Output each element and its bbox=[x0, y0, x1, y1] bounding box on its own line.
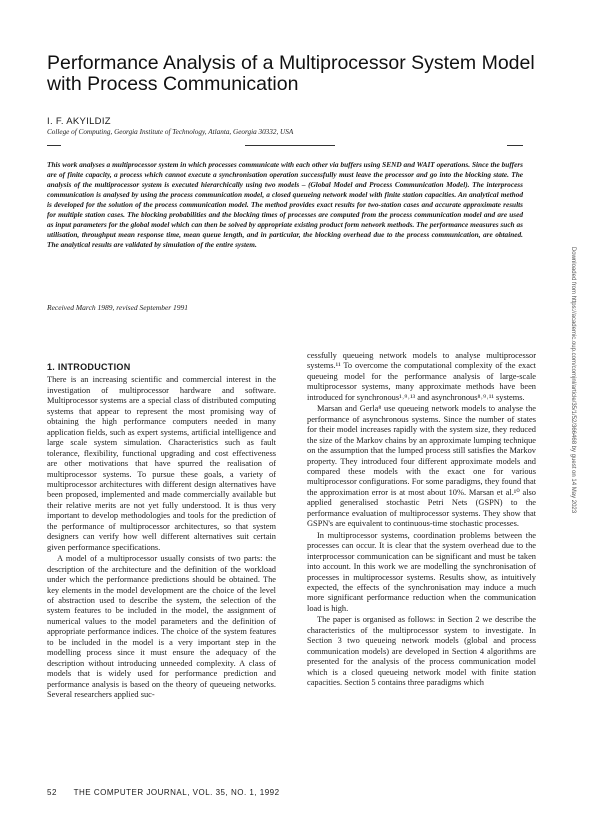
paragraph: A model of a multiprocessor usually consists of two parts: the description of the architecture and the definition of the workload under which the performance predictions should be obtained. The key elements in the model development are the choice of the level of abstraction used to describe the system, the selection of the system features to be included in the model, the assignment of numerical values to the model parameters and the definition of appropriate performance indices. The choice of the system features to be included in the model is a very important step in the modelling process since it must ensure the adequacy of the description without introducing unneeded complexity. A class of models that is widely used for performance prediction and performance analysis is based on the theory of queueing networks. Several researchers applied suc- bbox=[47, 554, 276, 700]
journal-citation: THE COMPUTER JOURNAL, VOL. 35, NO. 1, 1992 bbox=[73, 788, 280, 797]
page-number: 52 bbox=[47, 788, 57, 797]
author-name: I. F. AKYILDIZ bbox=[47, 116, 111, 127]
left-column bbox=[47, 362, 276, 702]
paragraph: cessfully queueing network models to analyse multiprocessor systems.¹¹ To overcome the computational complexity of the exact queueing model for the performance analysis of large-scale multiprocessor systems, many approximate methods have been introduced for synchronous¹˒⁹˒¹³ and asynchronous⁸˒⁹˒¹¹ systems. bbox=[307, 351, 536, 402]
page-footer bbox=[47, 788, 547, 797]
paragraph: There is an increasing scientific and commercial interest in the investigation of multiprocessor hardware and software. Multiprocessor systems are a special class of distributed computing systems that appear to represent the most promising way of obtaining the high performance computers needed in many application fields, such as expert systems, artificial intelligence and large scale system simulation. Characteristics such as fault tolerance, flexibility, functional upgrading and cost effectiveness are other motivations that have spurred the realisation of multiprocessor systems. To pursue these goals, a variety of multiprocessor architectures with different design alternatives have been proposed, implemented and made commercially available but their relative merits are not yet fully understood. It is thus very important to develop methodologies and tools for the prediction of the performance of multiprocessor architectures, so that system designers can verify how well different alternatives suit certain given performance specifications. bbox=[47, 375, 276, 552]
header-rule-right bbox=[507, 145, 523, 146]
download-note: Downloaded from https://academic.oup.com/comjnl/article/35/1/52/366468 by guest on 14 May 2023 bbox=[570, 246, 576, 514]
paper-title: Performance Analysis of a Multiprocessor System Model with Process Communication bbox=[47, 52, 535, 95]
section-heading: 1. INTRODUCTION bbox=[47, 362, 131, 372]
header-rule-left bbox=[47, 145, 61, 146]
abstract-text: This work analyses a multiprocessor system in which processes communicate with each other via buffers using SEND and WAIT operations. Since the buffers are of finite capacity, a process which cannot execute a synchronisation operation successfully must leave the processor and go into the blocking state. The analysis of the multiprocessor system is executed hierarchically using two models – (Global Model and Process Communication Model). The interprocess communication is analysed by using the process communication model, a closed queueing network model with finite station capacities. An analytical method is developed for the solution of the process communication model. The method provides exact results for two-station cases and accurate approximate results for multiple station cases. The blocking probabilities and the blocking times of processes are computed from the process communication model and are used as input parameters for the global model which can then be solved by appropriate existing product form network methods. The performance measures such as utilisation, throughput mean response time, mean queue length, and in particular, the blocking overhead due to the process communication, are obtained. The analytical results are validated by simulation of the entire system. bbox=[47, 160, 523, 250]
paragraph: In multiprocessor systems, coordination problems between the processes can occur. It is clear that the system overhead due to the interprocessor communication can be significant and must be taken into account. In this work we are modelling the synchronisation of processes in multiprocessor systems. Results show, as intuitively expected, the effects of the synchronisation may induce a much more significant performance reduction when the communication load is high. bbox=[307, 530, 536, 613]
received-date: Received March 1989, revised September 1991 bbox=[47, 303, 189, 312]
author-affiliation: College of Computing, Georgia Institute of Technology, Atlanta, Georgia 30332, USA bbox=[47, 128, 294, 136]
header-rule-center bbox=[245, 145, 335, 146]
abstract bbox=[47, 160, 523, 250]
paragraph: Marsan and Gerla⁸ use queueing network models to analyse the performance of asynchronous systems. Since the number of states for their model increases rapidly with the system size, they reduced the size of the Markov chains by an approximate lumping technique on the assumption that the lumped process still satisfies the Markov property. They introduced four different approximate models and compared these models with the exact one for various multiprocessor configurations. For some paradigms, they found that the approximation error is at most about 10%. Marsan et al.¹⁰ also applied generalised stochastic Petri Nets (GSPN) to the performance evaluation of multiprocessor systems. They show that GSPN's are equivalent to continuous-time stochastic processes. bbox=[307, 404, 536, 529]
download-sidebar bbox=[566, 170, 576, 590]
right-column bbox=[307, 351, 536, 690]
paragraph: The paper is organised as follows: in Section 2 we describe the characteristics of the multiprocessor system to investigate. In Section 3 two queueing network models (global and process communication models) are developed in Section 4 algorithms are presented for the analysis of the process communication model which is a closed queueing network model with finite station capacities. Section 5 contains three paradigms which bbox=[307, 615, 536, 688]
